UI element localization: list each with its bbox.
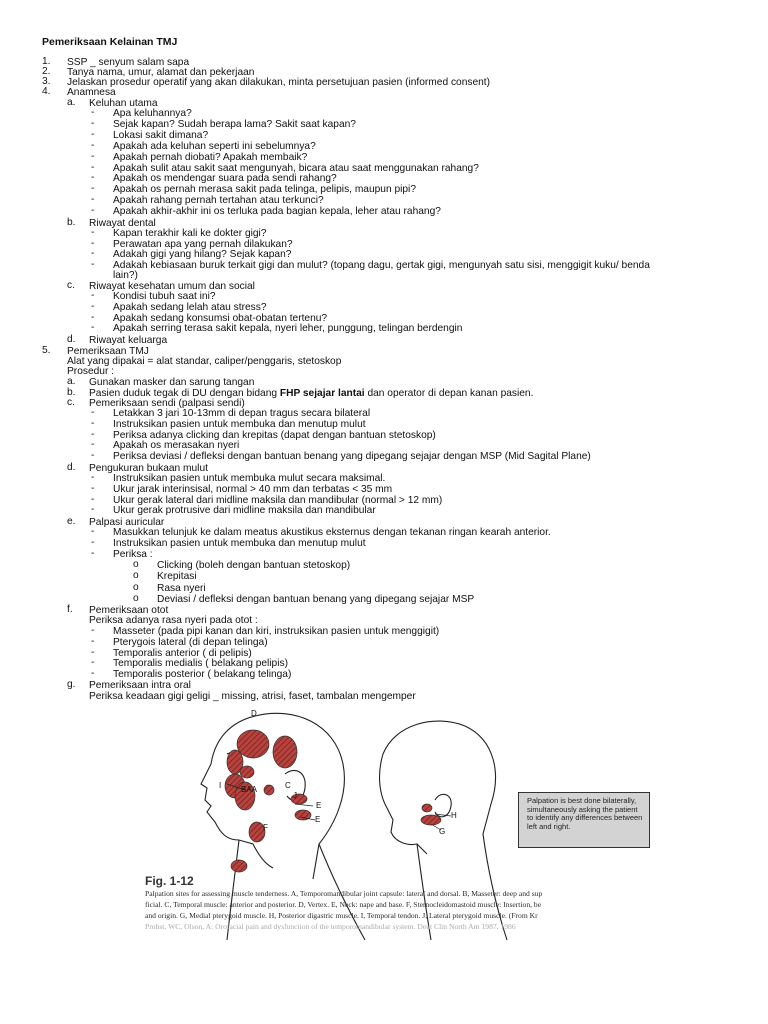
tmj-c-item: Periksa deviasi / defleksi dengan bantuan benang yang dipegang sejajar dengan MSP (Mid Sagital Plane) <box>113 451 591 463</box>
anamnesa-b-marker: - <box>91 227 95 238</box>
label-D: D <box>251 709 257 718</box>
caption-line-4: Probst, WC, Olson, A: Orofacial pain and dysfunction of the temporomandibular system. Dent Clin North Am 1987, 1986 <box>145 922 516 931</box>
tmj-prosedur: Prosedur : <box>67 366 114 377</box>
figure-callout: Palpation is best done bilaterally, simultaneously asking the patient to identify any differences between left and right. <box>518 792 650 848</box>
tmj-d-item: Ukur gerak protrusive dari midline maksila dan mandibular <box>113 505 376 517</box>
anamnesa-a-item: Apakah os pernah merasa sakit pada telinga, pelipis, maupun pipi? <box>113 184 416 196</box>
anamnesa-a-marker: - <box>91 107 95 118</box>
tmj-step-a: Gunakan masker dan sarung tangan <box>89 377 255 388</box>
anamnesa-a-item: Apakah sulit atau sakit saat mengunyah, bicara atau saat menggunakan rahang? <box>113 162 479 174</box>
anamnesa-a-item: Apa keluhannya? <box>113 108 192 119</box>
label-b: b. <box>67 217 76 228</box>
anamnesa-b-item: Perawatan apa yang pernah dilakukan? <box>113 238 293 250</box>
tmj-e-title: Palpasi auricular <box>89 517 165 528</box>
label-J: J <box>293 791 297 800</box>
tmj-d-marker: - <box>91 504 95 516</box>
anamnesa-b-item: Kapan terakhir kali ke dokter gigi? <box>113 228 267 239</box>
num-4: 4. <box>42 86 51 97</box>
num-1: 1. <box>42 56 51 67</box>
tmj-f-item: Masseter (pada pipi kanan dan kiri, instruksikan pasien untuk menggigit) <box>113 626 440 637</box>
anamnesa-c-item: Apakah sedang lelah atau stress? <box>113 301 267 313</box>
anamnesa-c-marker: - <box>91 322 95 334</box>
anamnesa-b-title: Riwayat dental <box>89 218 156 229</box>
label-E1: E <box>316 801 322 810</box>
tmj-c-marker: - <box>91 450 95 462</box>
label-BAA: BAA <box>241 785 258 794</box>
anamnesa-a-title: Keluhan utama <box>89 98 158 109</box>
tmj-label-g: g. <box>67 679 76 690</box>
tmj-f-item: Pterygois lateral (di depan telinga) <box>113 636 268 648</box>
tmj-c-marker: - <box>91 439 95 451</box>
anamnesa-c-marker: - <box>91 300 95 312</box>
tmj-label-f: f. <box>67 604 73 615</box>
anamnesa-c-marker: - <box>91 290 95 301</box>
item-4: Anamnesa <box>67 87 116 98</box>
anamnesa-c-title: Riwayat kesehatan umum dan social <box>89 281 255 292</box>
tmj-f-item: Temporalis anterior ( di pelipis) <box>113 647 252 659</box>
anamnesa-a-item: Lokasi sakit dimana? <box>113 129 209 141</box>
figure-caption-label: Fig. 1-12 <box>145 876 194 888</box>
tmj-c-item: Letakkan 3 jari 10-13mm di depan tragus secara bilateral <box>113 408 371 419</box>
anamnesa-c-item: Kondisi tubuh saat ini? <box>113 291 216 302</box>
anamnesa-a-marker: - <box>91 161 95 173</box>
caption-line-2: ficial. C, Temporal muscle: anterior and posterior. D, Vertex. E, Neck: nape and base. F, Sternocleidomastoid muscle: Insertion, be <box>145 900 542 909</box>
anamnesa-b-marker: - <box>91 258 95 270</box>
num-5: 5. <box>42 345 51 356</box>
tmj-label-b: b. <box>67 387 76 398</box>
figure-caption <box>145 876 671 944</box>
tmj-f-marker: - <box>91 668 95 680</box>
label-F: F <box>263 823 268 832</box>
tmj-f-marker: - <box>91 657 95 669</box>
label-a: a. <box>67 97 76 108</box>
num-2: 2. <box>42 66 51 77</box>
anamnesa-b-cont: lain?) <box>113 270 138 281</box>
tmj-e-item: Masukkan telunjuk ke dalam meatus akustikus eksternus dengan tekanan ringan kearah anterior. <box>113 527 551 538</box>
tmj-alat: Alat yang dipakai = alat standar, caliper/penggaris, stetoskop <box>67 356 342 367</box>
anamnesa-c-marker: - <box>91 311 95 323</box>
tmj-e-sub-marker: o <box>133 581 139 593</box>
label-E2: E <box>315 815 321 824</box>
tmj-d-marker: - <box>91 472 95 483</box>
anamnesa-a-marker: - <box>91 117 95 129</box>
page-title: Pemeriksaan Kelainan TMJ <box>42 36 178 48</box>
label-d: d. <box>67 334 76 345</box>
tmj-c-marker: - <box>91 407 95 418</box>
anamnesa-c-item: Apakah serring terasa sakit kepala, nyeri leher, punggung, telingan berdengin <box>113 323 463 335</box>
caption-line-1: Palpation sites for assessing muscle tenderness. A, Temporomandibular joint capsule: lateral and dorsal. B, Masseter: deep and sup <box>145 889 543 898</box>
tmj-c-item: Instruksikan pasien untuk membuka dan menutup mulut <box>113 418 366 430</box>
anamnesa-a-marker: - <box>91 194 95 206</box>
tmj-e-sub-item: Deviasi / defleksi dengan bantuan benang yang dipegang sejajar MSP <box>157 593 475 605</box>
label-I: I <box>219 781 222 790</box>
item-5: Pemeriksaan TMJ <box>67 346 149 357</box>
anamnesa-a-marker: - <box>91 183 95 195</box>
tmj-c-marker: - <box>91 428 95 440</box>
num-3: 3. <box>42 76 51 87</box>
tmj-c-title: Pemeriksaan sendi (palpasi sendi) <box>89 398 245 409</box>
anamnesa-a-item: Apakah rahang pernah tertahan atau terkunci? <box>113 195 324 207</box>
tmj-g-text: Periksa keadaan gigi geligi _ missing, atrisi, faset, tambalan mengemper <box>89 691 416 702</box>
tmj-f-item: Temporalis posterior ( belakang telinga) <box>113 669 292 681</box>
anamnesa-b-item: Adakah gigi yang hilang? Sejak kapan? <box>113 249 292 260</box>
tmj-d-marker: - <box>91 482 95 494</box>
item-1: SSP _ senyum salam sapa <box>67 57 190 68</box>
tmj-label-e: e. <box>67 516 76 527</box>
anamnesa-d-title: Riwayat keluarga <box>89 335 168 346</box>
tmj-c-item: Periksa adanya clicking dan krepitas (dapat dengan bantuan stetoskop) <box>113 429 436 441</box>
tmj-e-marker: - <box>91 547 95 559</box>
tmj-e-item: Periksa : <box>113 548 153 560</box>
tmj-e-marker: - <box>91 536 95 548</box>
caption-line-3: and origin. G, Medial pterygoid muscle. H, Posterior digastric muscle. I, Temporal tendon. J, Lateral pterygoid muscle. (From Kr <box>145 911 538 920</box>
anamnesa-b-item: Adakah kebiasaan buruk terkait gigi dan mulut? (topang dagu, gertak gigi, mengunyah satu sisi, menggigit kuku/ benda <box>113 259 650 271</box>
tmj-c-marker: - <box>91 417 95 429</box>
tmj-label-a: a. <box>67 376 76 387</box>
anamnesa-a-marker: - <box>91 128 95 140</box>
tmj-e-sub-item: Rasa nyeri <box>157 582 206 594</box>
tmj-step-b-post: dan operator di depan kanan pasien. <box>364 388 534 399</box>
tmj-f-intro: Periksa adanya rasa nyeri pada otot : <box>89 615 258 626</box>
anamnesa-a-marker: - <box>91 150 95 162</box>
tmj-d-item: Ukur gerak lateral dari midline maksila dan mandibular (normal > 12 mm) <box>113 494 443 506</box>
tmj-c-item: Apakah os merasakan nyeri <box>113 440 240 452</box>
tmj-f-title: Pemeriksaan otot <box>89 605 169 616</box>
anamnesa-a-item: Apakah pernah diobati? Apakah membaik? <box>113 151 308 163</box>
tmj-label-c: c. <box>67 397 75 408</box>
tmj-e-sub-item: Clicking (boleh dengan bantuan stetoskop) <box>157 560 351 571</box>
anamnesa-a-marker: - <box>91 172 95 184</box>
tmj-step-b-pre: Pasien duduk tegak di DU dengan bidang <box>89 388 280 399</box>
item-2: Tanya nama, umur, alamat dan pekerjaan <box>67 67 255 78</box>
tmj-step-b-bold: FHP sejajar lantai <box>279 388 365 399</box>
tmj-g-title: Pemeriksaan intra oral <box>89 680 191 691</box>
tmj-f-item: Temporalis medialis ( belakang pelipis) <box>113 658 288 670</box>
tmj-e-sub-marker: o <box>133 559 139 570</box>
anamnesa-b-marker: - <box>91 248 95 259</box>
label-H: H <box>451 811 457 820</box>
item-3: Jelaskan prosedur operatif yang akan dilakukan, minta persetujuan pasien (informed consent) <box>67 77 491 88</box>
tmj-e-sub-item: Krepitasi <box>157 571 197 583</box>
tmj-d-item: Ukur jarak interinsisal, normal > 40 mm dan terbatas < 35 mm <box>113 483 393 495</box>
anamnesa-a-item: Sejak kapan? Sudah berapa lama? Sakit saat kapan? <box>113 118 356 130</box>
label-C: C <box>285 781 291 790</box>
tmj-d-item: Instruksikan pasien untuk membuka mulut secara maksimal. <box>113 473 386 484</box>
anamnesa-a-marker: - <box>91 205 95 217</box>
tmj-d-title: Pengukuran bukaan mulut <box>89 463 208 474</box>
anamnesa-c-item: Apakah sedang konsumsi obat-obatan tertenu? <box>113 312 328 324</box>
tmj-e-sub-marker: o <box>133 570 139 582</box>
tmj-f-marker: - <box>91 635 95 647</box>
anamnesa-a-item: Apakah os mendengar suara pada sendi rahang? <box>113 173 337 185</box>
label-G: G <box>439 827 446 836</box>
tmj-e-marker: - <box>91 526 95 537</box>
tmj-e-sub-marker: o <box>133 592 139 604</box>
anamnesa-a-marker: - <box>91 139 95 151</box>
tmj-e-item: Instruksikan pasien untuk membuka dan menutup mulut <box>113 537 366 549</box>
anamnesa-b-marker: - <box>91 237 95 249</box>
tmj-f-marker: - <box>91 625 95 636</box>
anamnesa-a-item: Apakah akhir-akhir ini os terluka pada bagian kepala, leher atau rahang? <box>113 206 441 218</box>
tmj-d-marker: - <box>91 493 95 505</box>
anamnesa-a-item: Apakah ada keluhan seperti ini sebelumnya? <box>113 140 316 152</box>
label-c: c. <box>67 280 75 291</box>
tmj-f-marker: - <box>91 646 95 658</box>
tmj-label-d: d. <box>67 462 76 473</box>
